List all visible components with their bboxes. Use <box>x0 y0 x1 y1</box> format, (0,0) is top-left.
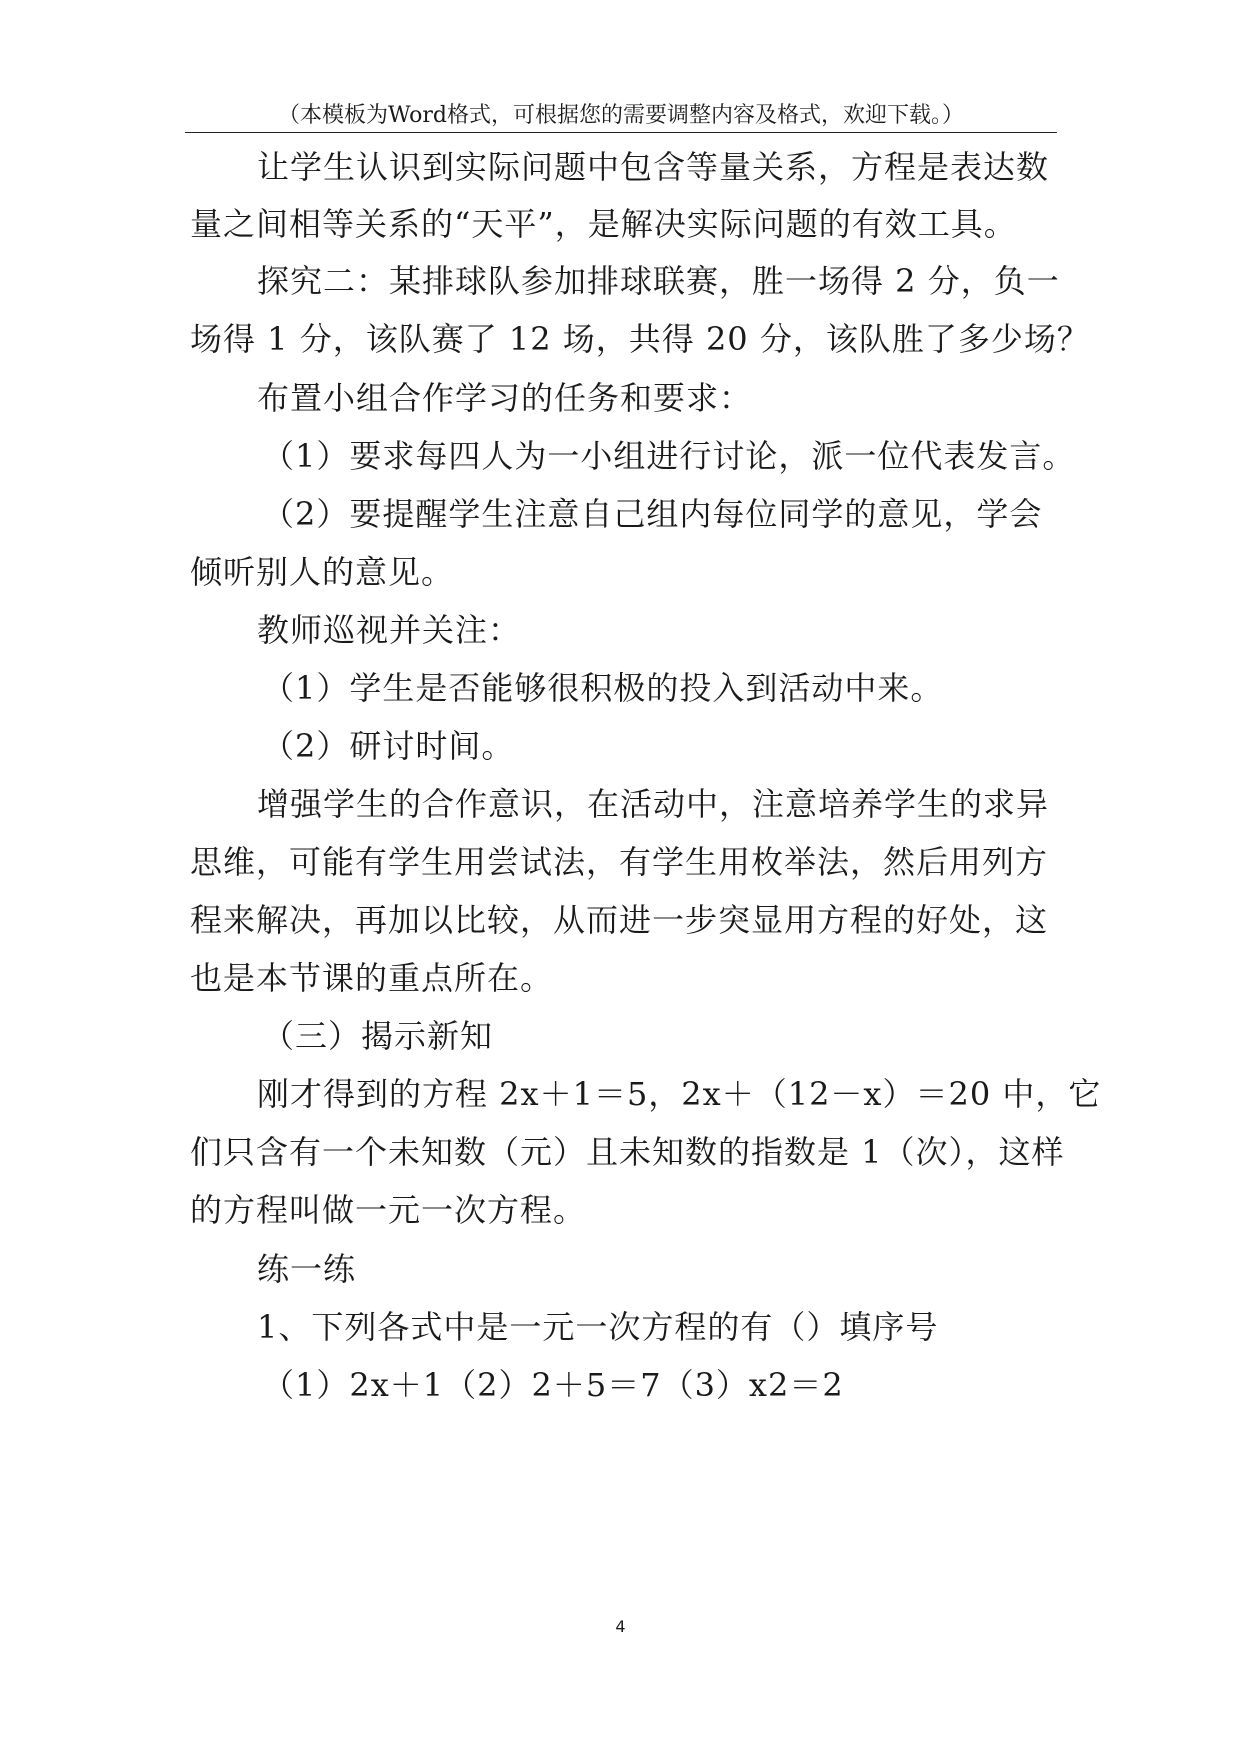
paragraph-line: 练一练 <box>257 1250 357 1288</box>
header-rule <box>185 132 1057 133</box>
paragraph-line: （1）要求每四人为一小组进行讨论，派一位代表发言。 <box>262 437 1076 475</box>
page-number: 4 <box>615 1617 626 1636</box>
paragraph-line: （2）研讨时间。 <box>262 727 515 765</box>
paragraph-line: （2）要提醒学生注意自己组内每位同学的意见，学会 <box>262 495 1043 533</box>
paragraph-line: 倾听别人的意见。 <box>190 553 455 591</box>
paragraph-line: 思维，可能有学生用尝试法，有学生用枚举法，然后用列方 <box>190 843 1049 881</box>
section-heading: （三）揭示新知 <box>262 1017 494 1055</box>
paragraph-line: （1）学生是否能够很积极的投入到活动中来。 <box>262 669 944 707</box>
paragraph-line: 布置小组合作学习的任务和要求： <box>257 379 753 417</box>
paragraph-line: 场得 1 分，该队赛了 12 场，共得 20 分，该队胜了多少场？ <box>190 320 1090 358</box>
paragraph-line: 1、下列各式中是一元一次方程的有（）填序号 <box>257 1308 939 1346</box>
paragraph-line: 刚才得到的方程 2x＋1＝5，2x＋（12－x）＝20 中，它 <box>257 1075 1102 1113</box>
paragraph-line: 让学生认识到实际问题中包含等量关系，方程是表达数 <box>257 148 1050 186</box>
paragraph-line: 也是本节课的重点所在。 <box>190 959 554 997</box>
paragraph-line: 们只含有一个未知数（元）且未知数的指数是 1（次），这样 <box>190 1133 1065 1171</box>
paragraph-line: 增强学生的合作意识，在活动中，注意培养学生的求异 <box>257 785 1050 823</box>
paragraph-line: 教师巡视并关注： <box>257 611 522 649</box>
page-header: （本模板为Word格式，可根据您的需要调整内容及格式，欢迎下载。） <box>278 103 964 128</box>
paragraph-line: 探究二：某排球队参加排球联赛，胜一场得 2 分，负一 <box>257 262 1060 300</box>
paragraph-line: （1）2x＋1（2）2＋5＝7（3）x2＝2 <box>262 1366 844 1404</box>
paragraph-line: 量之间相等关系的“天平”，是解决实际问题的有效工具。 <box>190 205 1017 243</box>
paragraph-line: 的方程叫做一元一次方程。 <box>190 1191 587 1229</box>
paragraph-line: 程来解决，再加以比较，从而进一步突显用方程的好处，这 <box>190 901 1049 939</box>
